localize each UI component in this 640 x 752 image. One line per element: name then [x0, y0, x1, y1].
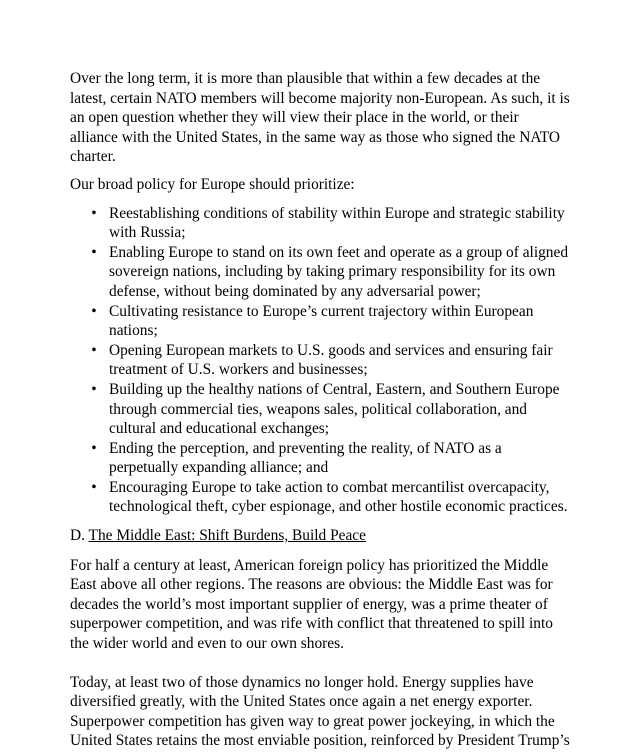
document-body	[70, 69, 570, 751]
list-item	[70, 302, 570, 341]
list-item	[70, 243, 570, 302]
paragraph-policy-intro: Our broad policy for Europe should prioritize:	[70, 175, 355, 193]
list-item	[70, 478, 570, 517]
bullet-icon: •	[91, 439, 97, 457]
paragraph-middle-east-history: For half a century at least, American foreign policy has prioritized the Middle East above all other regions. The reasons are obvious: the Middle East was for decades the world’s most important supplier of energy, was a prime theater of superpower competition, and was rife with conflict that threatened to spill into the wider world and even to our own shores.	[70, 556, 553, 653]
bullet-icon: •	[91, 243, 97, 261]
list-item-text: Cultivating resistance to Europe’s current trajectory within European nations;	[109, 302, 534, 340]
section-heading	[70, 526, 570, 546]
list-item-text: Building up the healthy nations of Central, Eastern, and Southern Europe through commercial ties, weapons sales, political collaboration, and cultural and educational exchanges;	[109, 380, 560, 438]
list-item	[70, 380, 570, 439]
list-item	[70, 341, 570, 380]
list-item-text: Enabling Europe to stand on its own feet and operate as a group of aligned sovereign nations, including by taking primary responsibility for its own defense, without being dominated by any adversarial power;	[109, 243, 569, 300]
bullet-icon: •	[91, 204, 97, 222]
paragraph-nato-demographics: Over the long term, it is more than plausible that within a few decades at the latest, certain NATO members will become majority non-European. As such, it is an open question whether they will view their place in the world, or their alliance with the United States, in the same way as those who signed the NATO charter.	[70, 70, 570, 166]
bullet-icon: •	[91, 380, 97, 398]
list-item-text: Ending the perception, and preventing the reality, of NATO as a perpetually expanding alliance; and	[109, 439, 502, 477]
europe-policy-list	[70, 204, 570, 518]
list-item	[70, 439, 570, 478]
section-label: D.	[70, 527, 85, 545]
list-item-text: Opening European markets to U.S. goods and services and ensuring fair treatment of U.S. workers and businesses;	[109, 341, 553, 379]
list-item-text: Reestablishing conditions of stability within Europe and strategic stability with Russia;	[109, 204, 565, 242]
bullet-icon: •	[91, 341, 97, 359]
bullet-icon: •	[91, 478, 97, 496]
section-title: The Middle East: Shift Burdens, Build Peace	[88, 527, 366, 545]
bullet-icon: •	[91, 302, 97, 320]
paragraph-middle-east-today: Today, at least two of those dynamics no longer hold. Energy supplies have diversified greatly, with the United States once again a net energy exporter. Superpower competition has given way to great power jockeying, in which the United States retains the most enviable position, reinforced by President Trump’s	[70, 673, 570, 750]
list-item	[70, 204, 570, 243]
list-item-text: Encouraging Europe to take action to combat mercantilist overcapacity, technological theft, cyber espionage, and other hostile economic practices.	[109, 478, 568, 516]
